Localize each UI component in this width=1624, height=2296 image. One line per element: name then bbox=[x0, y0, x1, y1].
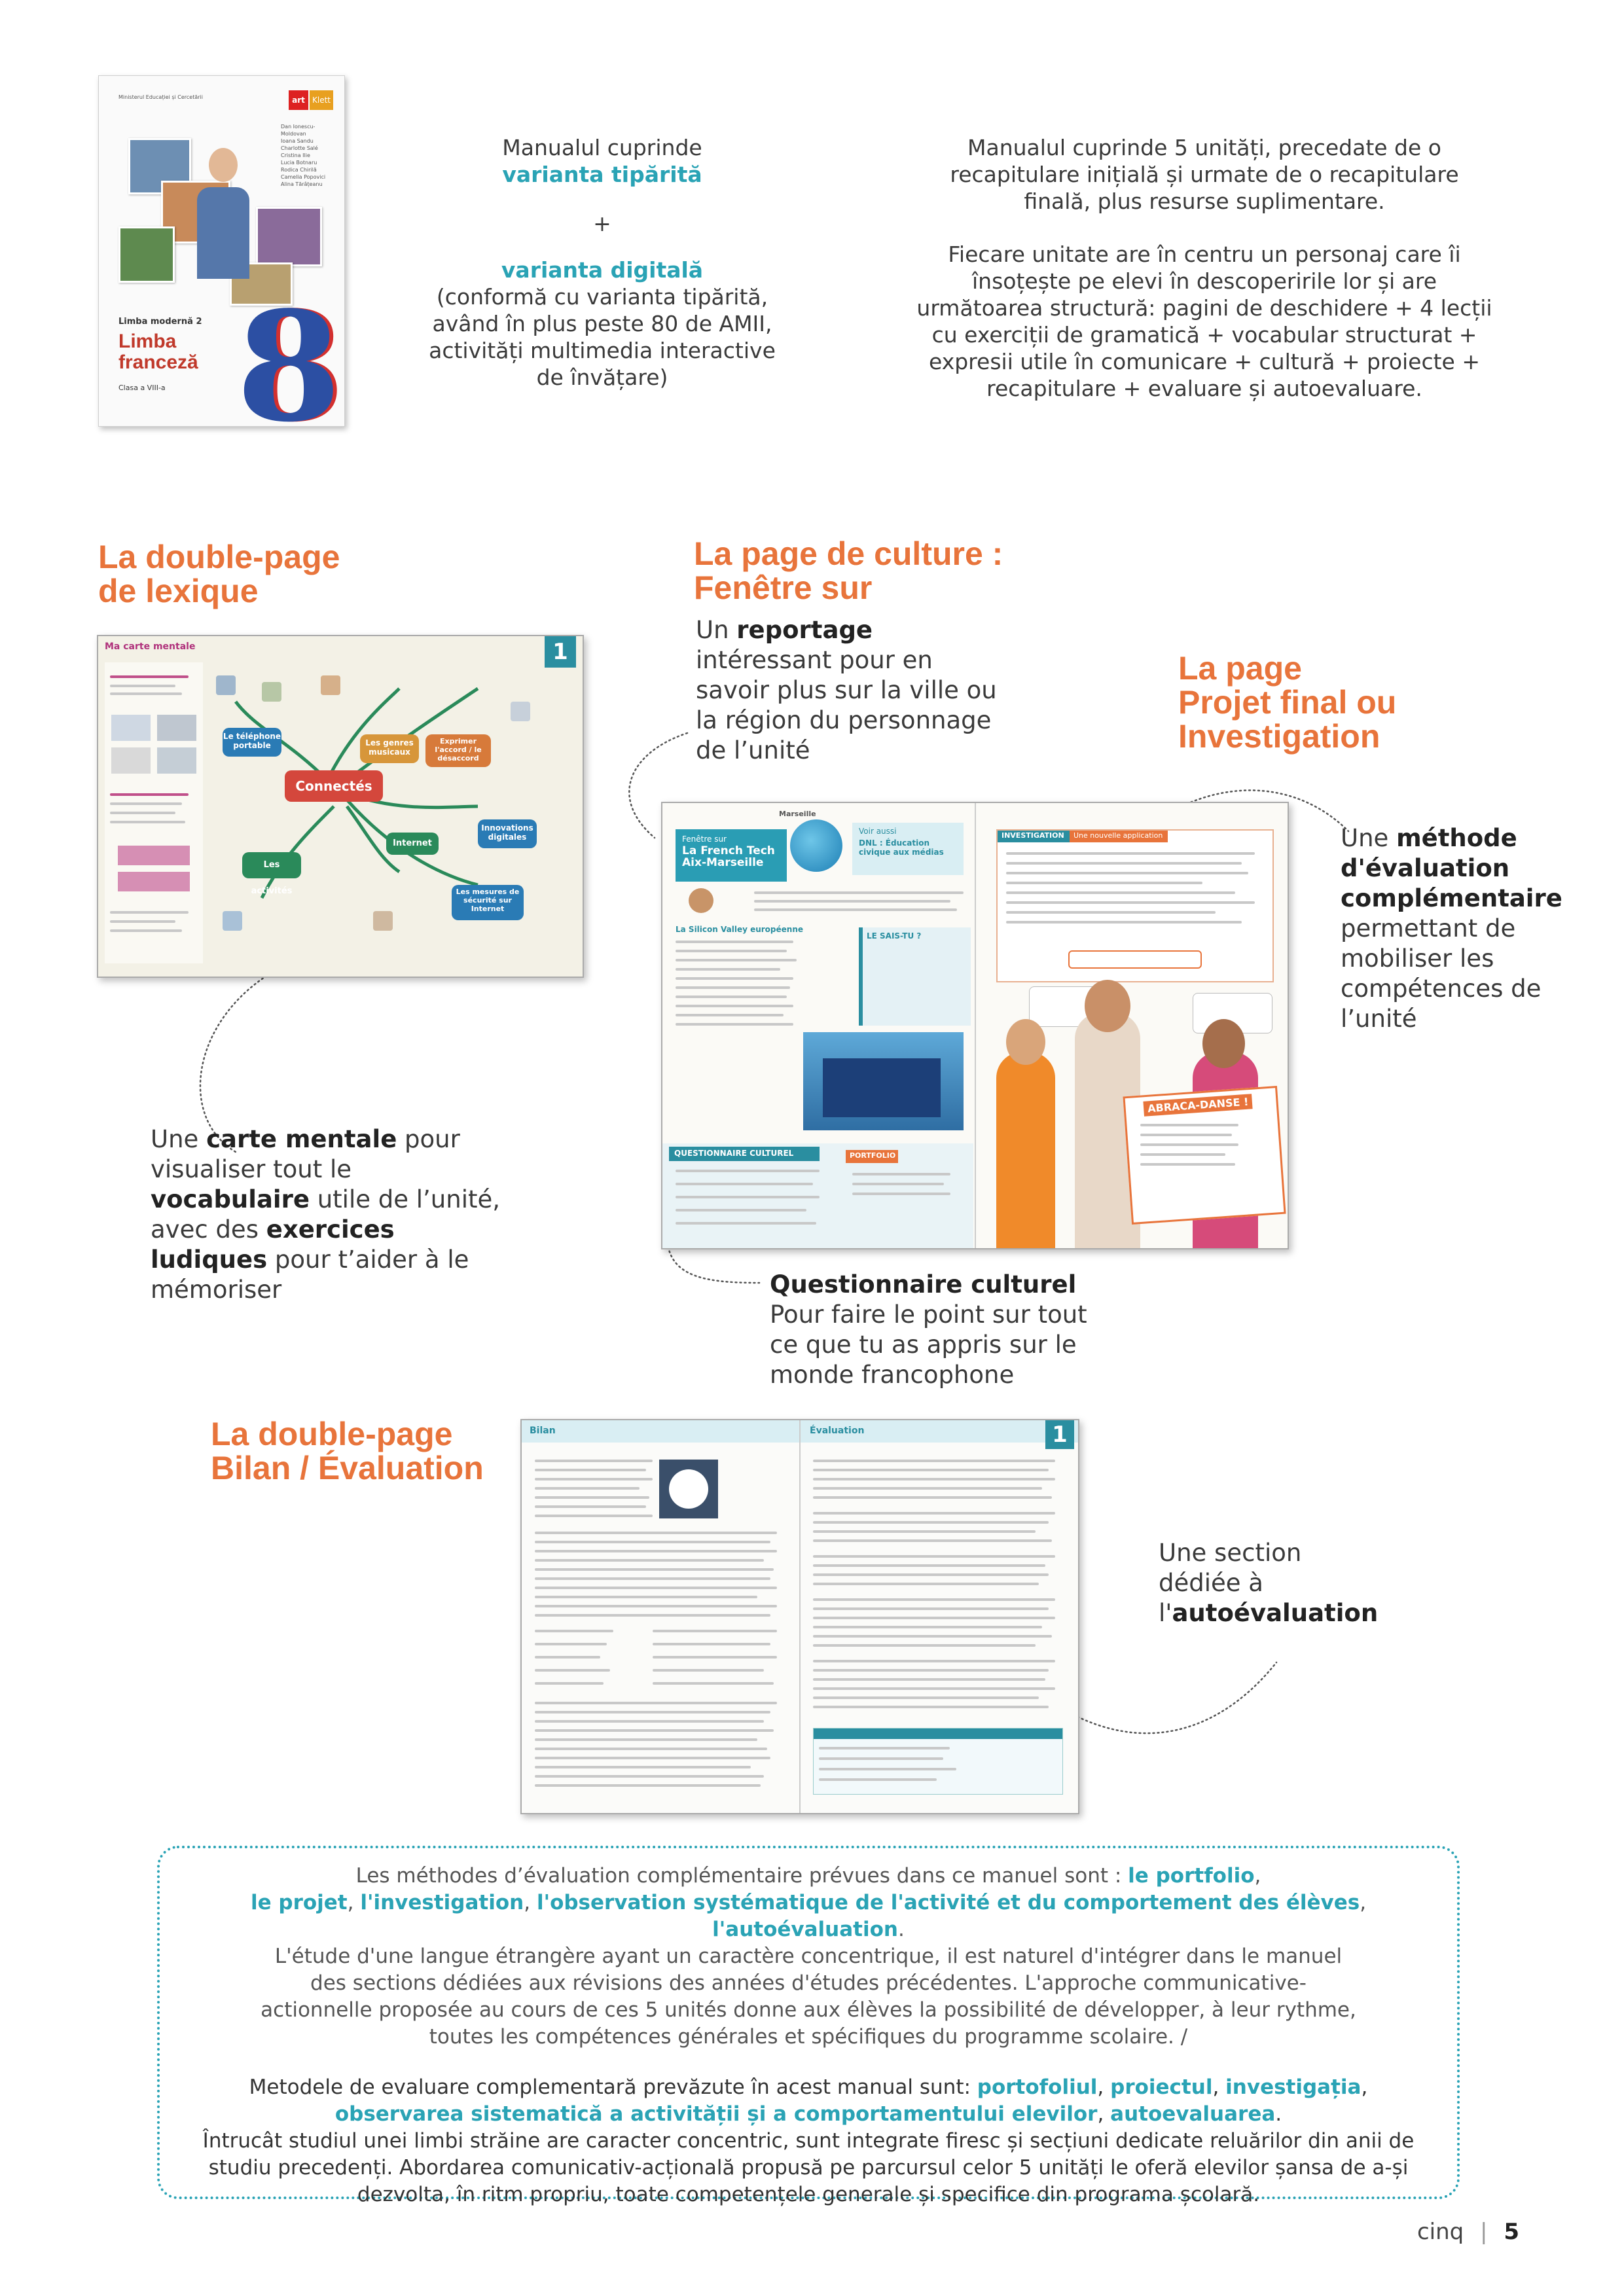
mock-dnl: DNL : Éducation civique aux médias bbox=[859, 838, 944, 857]
mock-bilan-header: Bilan bbox=[530, 1426, 556, 1436]
box-fr-paragraph: L'étude d'une langue étrangère ayant un caractère concentrique, il est naturel d'intégrer dans le manuel des sections dédiées aux révisions des années d'études précédentes. L'approche communicative-actionnelle proposée au cours de ces 5 unités donne aux élèves la possibilité de développer, à leur rythme, toutes les compétences générales et spécifiques du programme scolaire. / bbox=[261, 1945, 1356, 2049]
cover-photo-landscape bbox=[118, 226, 175, 283]
footer-word: cinq bbox=[1416, 2219, 1464, 2245]
mock-node-internet: Internet bbox=[386, 833, 439, 855]
intro-right-para2: Fiecare unitate are în centru un personaj care îi însoțește pe elevi în descoperirile lor și are următoarea structură: pagini de deschidere + 4 lecții cu exerciții de gramatică + vocabular structurat + expresii utile în comunicare + cultură + proiecte + recapitulare + evaluare și autoevaluare. bbox=[916, 242, 1492, 401]
evaluation-methods-box bbox=[157, 1846, 1460, 2206]
cover-girl-figure bbox=[197, 148, 249, 298]
mock-projet-right bbox=[977, 803, 1288, 1248]
cover-photo-monument bbox=[256, 207, 322, 266]
cover-grade: Clasa a VIII-a bbox=[118, 384, 166, 392]
projet-description: Une méthode d'évaluation complémentaire permettant de mobiliser les compétences de l’unité bbox=[1341, 824, 1562, 1033]
mock-lexique-sidebar bbox=[105, 662, 203, 963]
mock-node-phone: Le téléphone portable bbox=[223, 728, 281, 757]
book-cover bbox=[98, 75, 345, 427]
culture-heading: La page de culture : Fenêtre sur bbox=[694, 535, 1003, 606]
lexique-page-mockup bbox=[97, 635, 584, 978]
culture-projet-page-mockup bbox=[661, 802, 1289, 1249]
cover-publisher: Ministerul Educației și Cercetării bbox=[118, 94, 203, 100]
mock-questionnaire-box: QUESTIONNAIRE CULTUREL bbox=[674, 1149, 794, 1158]
mock-voir-aussi: Voir aussi bbox=[859, 827, 897, 836]
mock-evaluation-header: Évaluation bbox=[810, 1426, 865, 1436]
mock-node-accord: Exprimer l'accord / le désaccord bbox=[425, 734, 491, 767]
intro-right-para1: Manualul cuprinde 5 unități, precedate de o recapitulare inițială și urmate de o recapitulare finală, plus resurse suplimentare. bbox=[950, 135, 1459, 214]
cover-subject-title: Limba franceză bbox=[118, 331, 198, 373]
cover-grade-number: 8 bbox=[236, 279, 342, 427]
cover-authors: Dan Ionescu-Moldovan Ioana Sandu Charlotte Salé Cristina Ilie Lucia Botnaru Rodica Chirilă Camelia Popovici Alina Tărâțeanu bbox=[281, 124, 326, 187]
page-number: 5 bbox=[1504, 2219, 1519, 2245]
mock-lexique-unit: 1 bbox=[545, 636, 576, 668]
boy-figure bbox=[996, 1052, 1055, 1248]
cover-subject-sub: Limba modernă 2 bbox=[118, 317, 202, 327]
mock-culture-left bbox=[662, 803, 973, 1248]
mock-section-silicon: La Silicon Valley européenne bbox=[676, 925, 804, 934]
mock-bilan-unit: 1 bbox=[1045, 1420, 1074, 1449]
mock-culture-title: La French Tech Aix-Marseille bbox=[682, 844, 775, 869]
questionnaire-description: Questionnaire culturel Pour faire le point sur tout ce que tu as appris sur le monde francophone bbox=[770, 1270, 1087, 1389]
culture-description: Un reportage intéressant pour en savoir plus sur la ville ou la région du personnage de l’unité bbox=[696, 616, 997, 764]
plus-sign: + bbox=[593, 211, 611, 236]
mock-banner: ABRACA-DANSE ! bbox=[1143, 1094, 1253, 1117]
intro-right bbox=[910, 134, 1499, 402]
mock-sais-tu: LE SAIS-TU ? bbox=[867, 931, 922, 941]
bilan-page-mockup bbox=[520, 1419, 1079, 1814]
mock-node-security: Les mesures de sécurité sur Internet bbox=[452, 885, 524, 920]
mock-culture-label: Fenêtre sur bbox=[682, 834, 727, 844]
box-ro-methods: Metodele de evaluare complementară prevăzute în acest manual sunt: portofoliul, proiectul, investigația, observarea sistematică a activității și a comportamentului elevilor, autoevaluarea. bbox=[249, 2075, 1368, 2126]
bilan-heading: La double-page Bilan / Évaluation bbox=[211, 1416, 484, 1486]
klett-logo: Klett bbox=[310, 90, 333, 110]
mock-node-music: Les genres musicaux bbox=[360, 734, 419, 763]
mock-portfolio: PORTFOLIO bbox=[850, 1151, 896, 1160]
digital-description: (conformă cu varianta tipărită, având în plus peste 80 de AMII, activități multimedia interactive de învățare) bbox=[429, 284, 776, 390]
projet-heading: La page Projet final ou Investigation bbox=[1178, 650, 1397, 755]
mock-culture-city: Marseille bbox=[779, 810, 816, 818]
mock-investigation-title: Une nouvelle application bbox=[1074, 831, 1163, 840]
mock-node-innovations: Innovations digitales bbox=[478, 819, 537, 848]
digital-version: varianta digitală bbox=[501, 257, 704, 283]
mock-lexique-header: Ma carte mentale bbox=[105, 641, 196, 652]
mock-node-activities: Les activités bbox=[242, 852, 301, 878]
mock-selfeval-table bbox=[813, 1728, 1063, 1795]
print-version: varianta tipărită bbox=[502, 162, 702, 187]
intro-left bbox=[419, 134, 785, 391]
art-logo: art bbox=[289, 90, 308, 110]
footer-separator: | bbox=[1480, 2219, 1488, 2245]
box-fr-methods: Les méthodes d’évaluation complémentaire prévues dans ce manuel sont : le portfolio, le projet, l'investigation, l'observation systématique de l'activité et du comportement des élèves, l'autoévaluation. bbox=[250, 1864, 1367, 1941]
intro-left-line1: Manualul cuprinde bbox=[502, 135, 702, 160]
globe-icon bbox=[790, 819, 842, 872]
lexique-description: Une carte mentale pour visualiser tout le vocabulaire utile de l’unité, avec des exercices ludiques pour t’aider à le mémoriser bbox=[151, 1125, 501, 1304]
box-ro-paragraph: Întrucât studiul unei limbi străine are caracter concentric, sunt integrate firesc și secțiuni dedicate reluărilor din anii de studiu precedenți. Abordarea comunicativ-acțională propusă pe parcursul celor 5 unități le oferă elevilor șansa de a-și dezvolta, în ritm propriu, toate competențele generale și specifice din programa școlară. bbox=[202, 2129, 1415, 2206]
bilan-description: Une section dédiée à l'autoévaluation bbox=[1159, 1539, 1379, 1627]
page-footer bbox=[1417, 2219, 1519, 2245]
lexique-heading: La double-page de lexique bbox=[98, 539, 340, 609]
mock-investigation-tab: INVESTIGATION bbox=[1001, 831, 1064, 840]
mock-center-node: Connectés bbox=[285, 770, 383, 802]
